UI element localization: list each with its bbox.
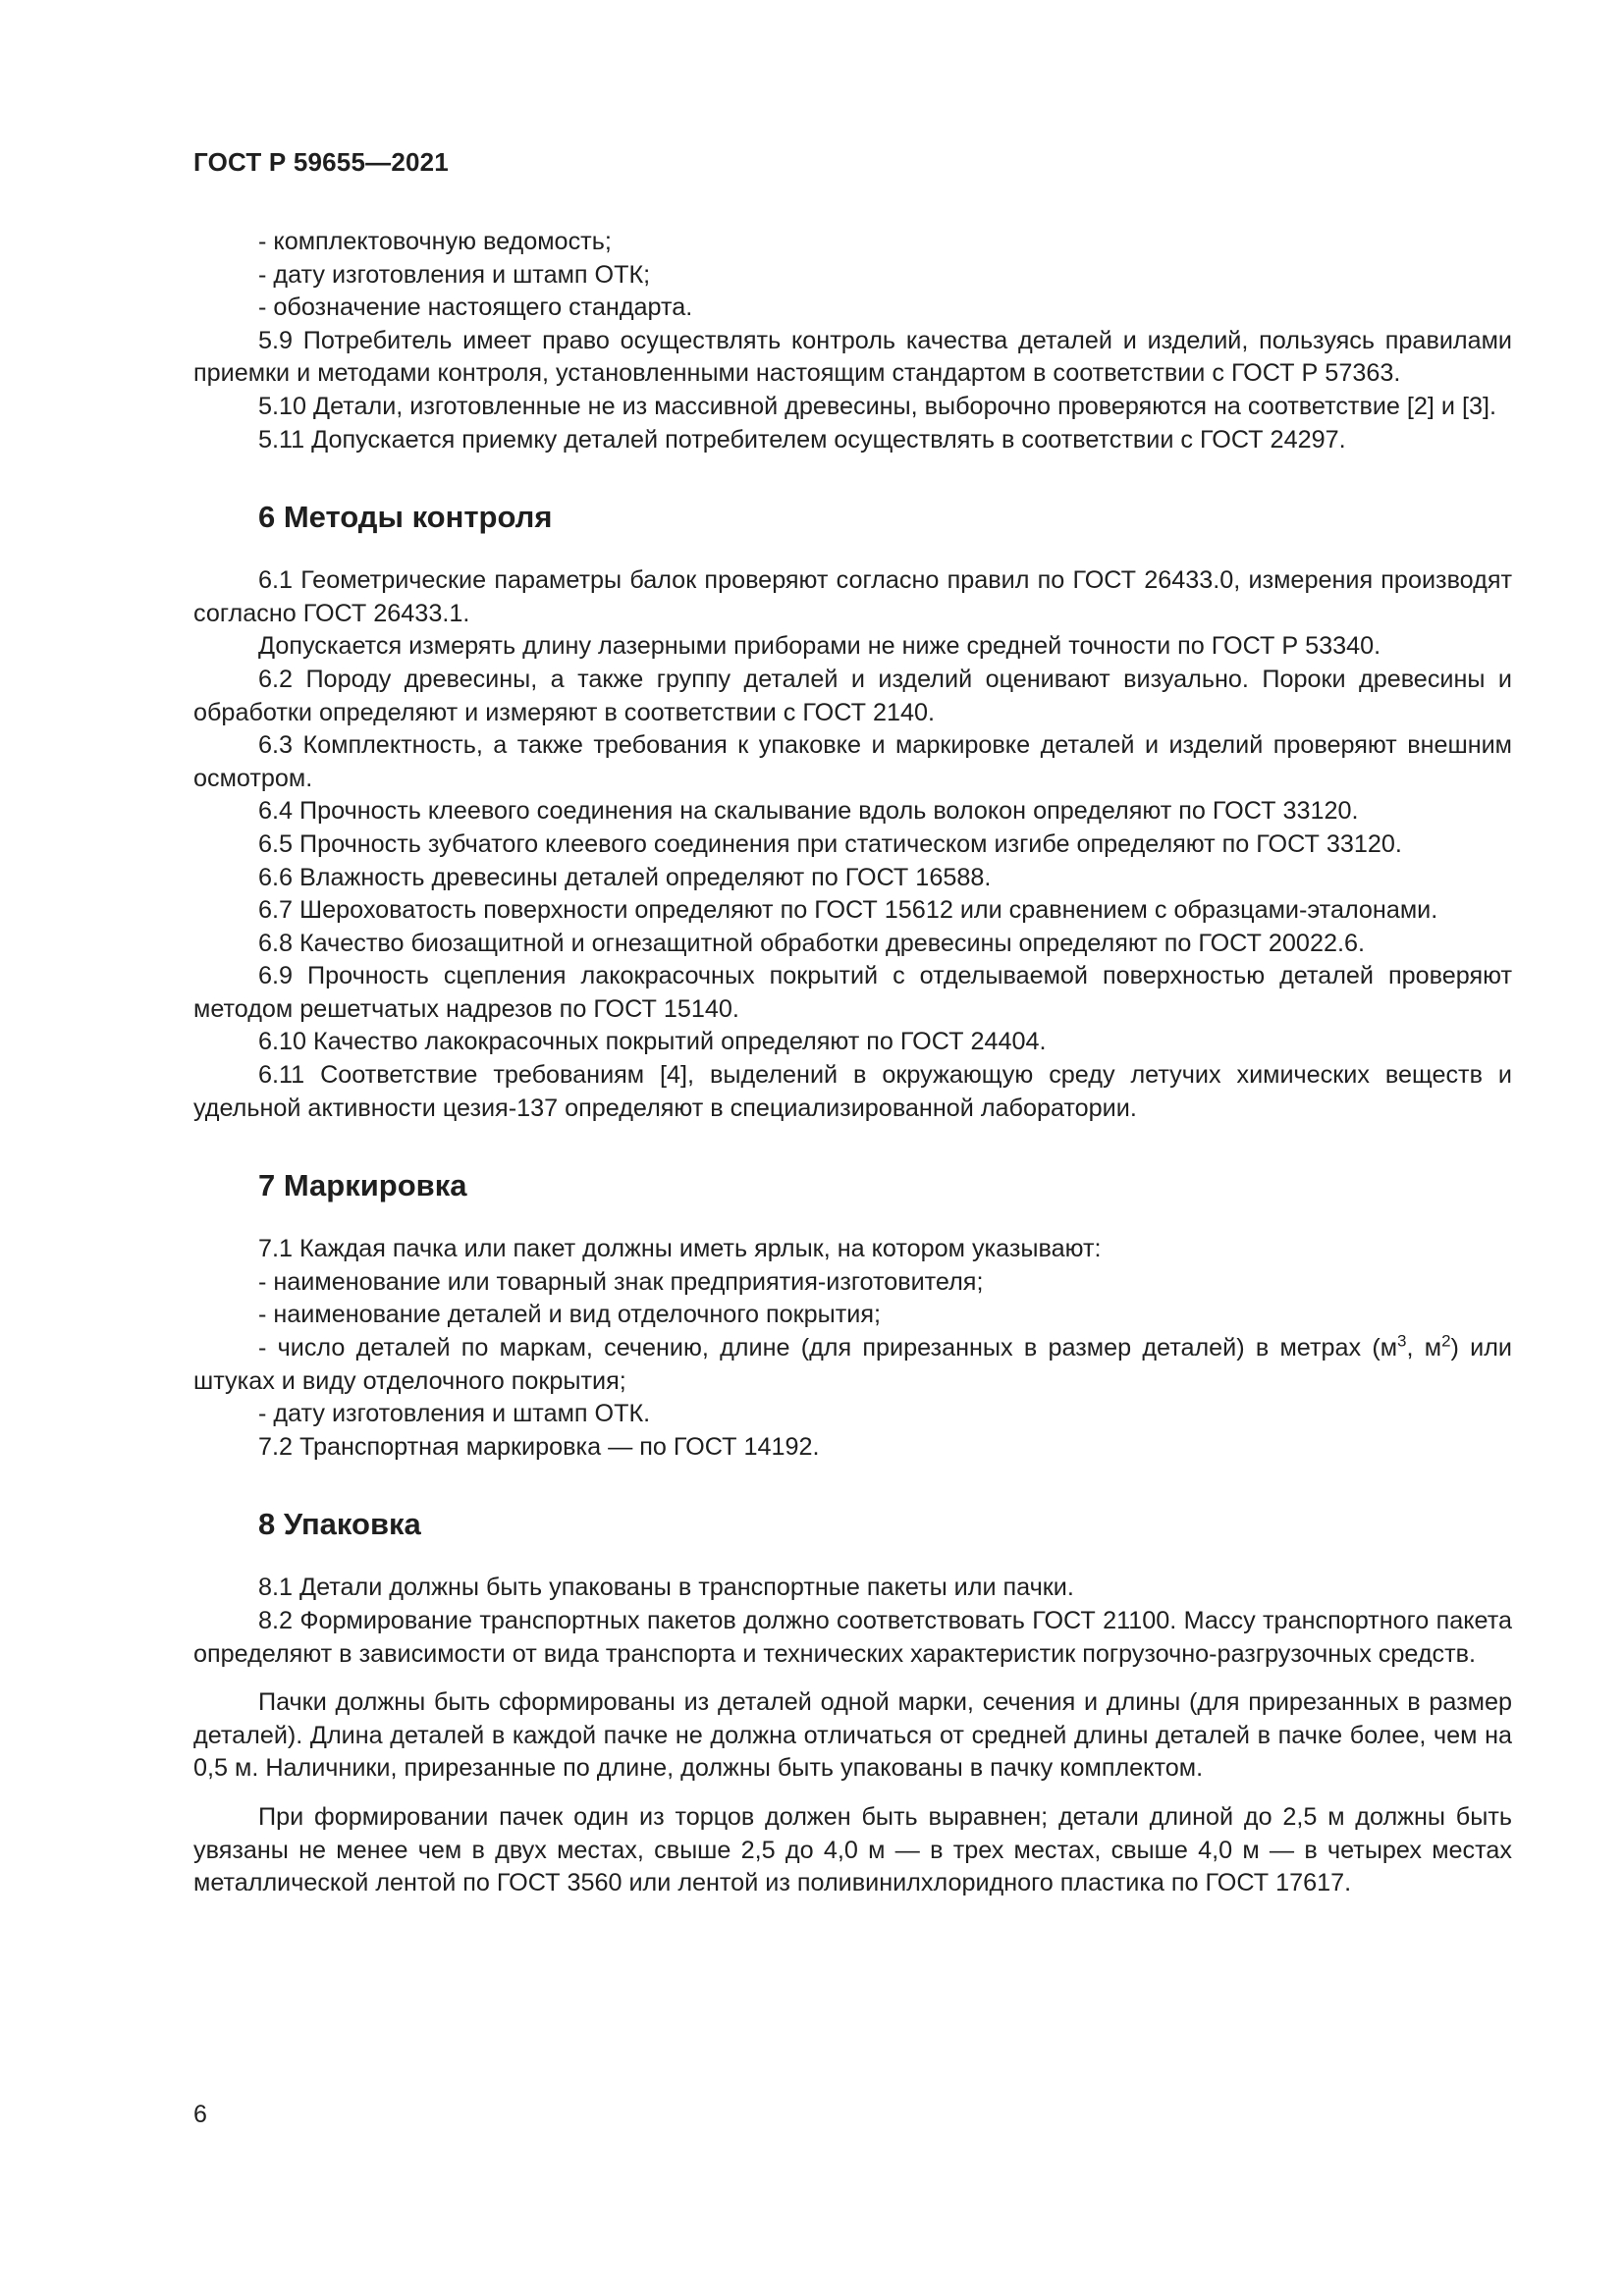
clause-6-5: 6.5 Прочность зубчатого клеевого соединения при статическом изгибе определяют по ГОСТ 33120. bbox=[258, 829, 1402, 858]
list-text: , м bbox=[1406, 1334, 1442, 1362]
list-item: - наименование или товарный знак предприятия-изготовителя; bbox=[258, 1267, 984, 1296]
list-text: - число деталей по маркам, сечению, длине (для прирезанных в размер деталей) в метрах (м bbox=[258, 1334, 1398, 1362]
clause-6-1-note: Допускается измерять длину лазерными приборами не ниже средней точности по ГОСТ Р 53340. bbox=[258, 632, 1381, 661]
clause-5-9: 5.9 Потребитель имеет право осуществлять контроль качества деталей и изделий, пользуясь правилами приемки и методами контроля, установленными настоящим стандартом в соответствии с ГОСТ Р 57363. bbox=[193, 326, 1512, 388]
clause-8-2: 8.2 Формирование транспортных пакетов должно соответствовать ГОСТ 21100. Массу транспортного пакета определяют в зависимости от вида транспорта и технических характеристик погрузочно-разгрузочных средств. bbox=[193, 1607, 1512, 1668]
document-header: ГОСТ Р 59655—2021 bbox=[193, 147, 449, 177]
clause-6-8: 6.8 Качество биозащитной и огнезащитной обработки древесины определяют по ГОСТ 20022.6. bbox=[258, 929, 1365, 957]
clause-7-2: 7.2 Транспортная маркировка — по ГОСТ 14192. bbox=[258, 1432, 820, 1461]
clause-6-11: 6.11 Соответствие требованиям [4], выделений в окружающую среду летучих химических веществ и удельной активности цезия-137 определяют в специализированной лаборатории. bbox=[193, 1061, 1512, 1122]
section-title-7: 7 Маркировка bbox=[258, 1168, 467, 1203]
clause-6-2: 6.2 Породу древесины, а также группу деталей и изделий оценивают визуально. Пороки древесины и обработки определяют и измеряют в соответствии с ГОСТ 2140. bbox=[193, 665, 1512, 726]
clause-8-2-bundles: Пачки должны быть сформированы из деталей одной марки, сечения и длины (для прирезанных в размер деталей). Длина деталей в каждой пачке не должна отличаться от средней длины деталей в пачке более, чем на 0,5 м. Наличники, прирезанные по длине, должны быть упакованы в пачку комплектом. bbox=[193, 1688, 1512, 1783]
list-text: ) или штуках и виду отделочного покрытия; bbox=[193, 1334, 1513, 1395]
clause-6-10: 6.10 Качество лакокрасочных покрытий определяют по ГОСТ 24404. bbox=[258, 1028, 1047, 1056]
clause-5-10: 5.10 Детали, изготовленные не из массивной древесины, выборочно проверяются на соответствие [2] и [3]. bbox=[258, 392, 1496, 420]
list-item: - комплектовочную ведомость; bbox=[258, 228, 612, 255]
clause-5-11: 5.11 Допускается приемку деталей потребителем осуществлять в соответствии с ГОСТ 24297. bbox=[258, 425, 1346, 454]
page-number: 6 bbox=[193, 2101, 207, 2128]
clause-7-1: 7.1 Каждая пачка или пакет должны иметь ярлык, на котором указывают: bbox=[258, 1235, 1102, 1263]
clause-6-9: 6.9 Прочность сцепления лакокрасочных покрытий с отделываемой поверхностью деталей проверяют методом решетчатых надрезов по ГОСТ 15140. bbox=[193, 962, 1512, 1023]
page-content bbox=[193, 226, 1512, 1900]
clause-8-2-strapping: При формировании пачек один из торцов должен быть выравнен; детали длиной до 2,5 м должны быть увязаны не менее чем в двух местах, свыше 2,5 до 4,0 м — в трех местах, свыше 4,0 м — в четырех местах металлической лентой по ГОСТ 3560 или лентой из поливинилхлоридного пластика по ГОСТ 17617. bbox=[193, 1802, 1512, 1897]
clause-6-7: 6.7 Шероховатость поверхности определяют по ГОСТ 15612 или сравнением с образцами-эталонами. bbox=[258, 896, 1438, 925]
section-title-8: 8 Упаковка bbox=[258, 1507, 421, 1542]
list-item: - дату изготовления и штамп ОТК. bbox=[258, 1400, 651, 1428]
clause-6-3: 6.3 Комплектность, а также требования к упаковке и маркировке деталей и изделий проверяют внешним осмотром. bbox=[193, 731, 1512, 792]
superscript: 3 bbox=[1397, 1331, 1407, 1351]
list-item-with-units bbox=[193, 1332, 1512, 1398]
clause-6-1: 6.1 Геометрические параметры балок проверяют согласно правил по ГОСТ 26433.0, измерения производят согласно ГОСТ 26433.1. bbox=[193, 566, 1512, 627]
section-title-6: 6 Методы контроля bbox=[258, 500, 553, 535]
clause-6-6: 6.6 Влажность древесины деталей определяют по ГОСТ 16588. bbox=[258, 863, 992, 891]
list-item: - наименование деталей и вид отделочного покрытия; bbox=[258, 1301, 881, 1329]
list-item: - обозначение настоящего стандарта. bbox=[258, 294, 693, 322]
clause-8-1: 8.1 Детали должны быть упакованы в транспортные пакеты или пачки. bbox=[258, 1574, 1074, 1602]
superscript: 2 bbox=[1441, 1331, 1451, 1351]
clause-6-4: 6.4 Прочность клеевого соединения на скалывание вдоль волокон определяют по ГОСТ 33120. bbox=[258, 797, 1359, 826]
list-item: - дату изготовления и штамп ОТК; bbox=[258, 260, 651, 289]
